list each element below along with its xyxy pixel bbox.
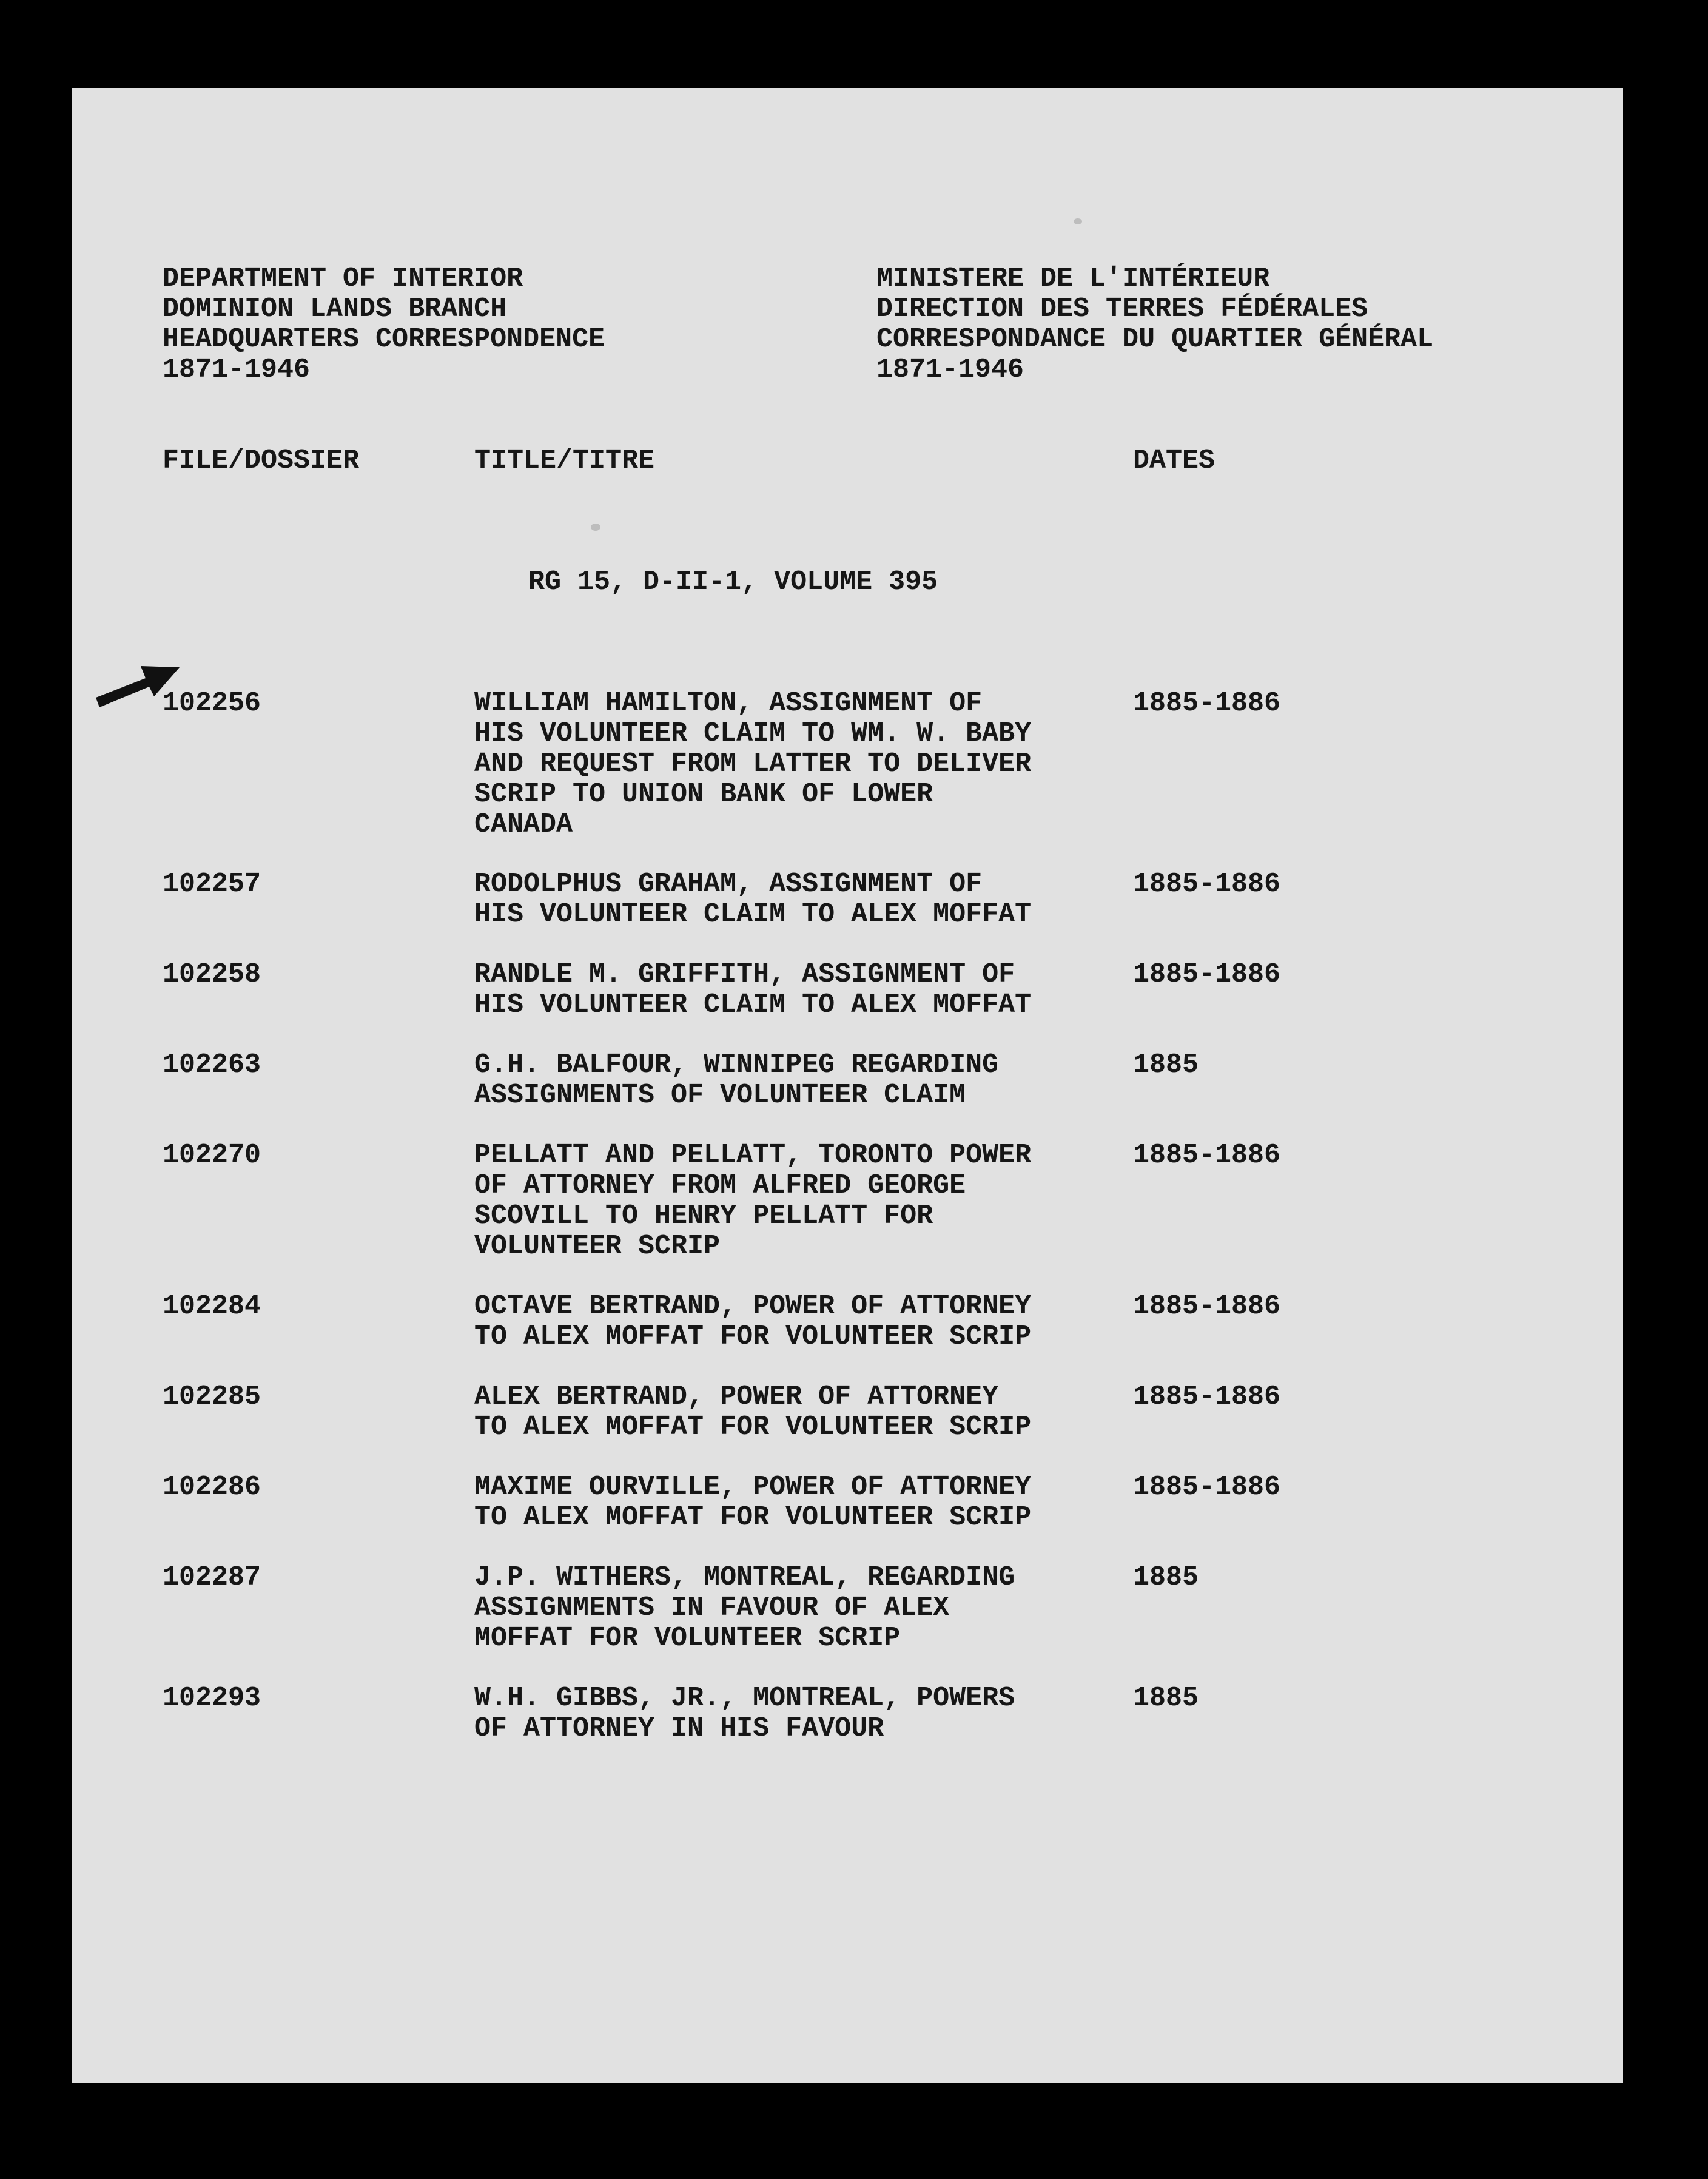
file-dates: 1885-1886 — [1133, 688, 1281, 719]
file-title-line: AND REQUEST FROM LATTER TO DELIVER — [474, 749, 1032, 780]
header-english — [163, 264, 605, 385]
file-title-line: TO ALEX MOFFAT FOR VOLUNTEER SCRIP — [474, 1321, 1032, 1352]
file-title — [474, 960, 1031, 1020]
file-title-line: MAXIME OURVILLE, POWER OF ATTORNEY — [474, 1472, 1032, 1503]
header-english-line: DEPARTMENT OF INTERIOR — [163, 263, 523, 294]
file-title-line: ASSIGNMENTS IN FAVOUR OF ALEX — [474, 1592, 950, 1623]
file-number: 102285 — [163, 1381, 261, 1412]
header-french-line: MINISTERE DE L'INTÉRIEUR — [876, 263, 1270, 294]
file-title — [474, 1563, 1015, 1654]
file-title-line: TO ALEX MOFFAT FOR VOLUNTEER SCRIP — [474, 1502, 1032, 1533]
column-header-title: TITLE/TITRE — [474, 445, 655, 476]
file-dates: 1885 — [1133, 1683, 1199, 1714]
file-title-line: OF ATTORNEY IN HIS FAVOUR — [474, 1713, 884, 1744]
file-title — [474, 1050, 998, 1111]
file-title-line: HIS VOLUNTEER CLAIM TO WM. W. BABY — [474, 718, 1032, 749]
file-title-line: W.H. GIBBS, JR., MONTREAL, POWERS — [474, 1683, 1015, 1714]
file-dates: 1885 — [1133, 1049, 1199, 1080]
file-title-line: ASSIGNMENTS OF VOLUNTEER CLAIM — [474, 1080, 966, 1111]
paper-speck — [1074, 218, 1082, 224]
file-dates: 1885-1886 — [1133, 1472, 1281, 1503]
document-page — [72, 88, 1623, 2083]
file-title-line: HIS VOLUNTEER CLAIM TO ALEX MOFFAT — [474, 989, 1032, 1020]
file-number: 102258 — [163, 959, 261, 990]
column-header-dates: DATES — [1133, 445, 1215, 476]
paper-speck — [591, 524, 600, 531]
file-title-line: TO ALEX MOFFAT FOR VOLUNTEER SCRIP — [474, 1412, 1032, 1443]
header-french-line: 1871-1946 — [876, 354, 1024, 385]
file-dates: 1885-1886 — [1133, 1381, 1281, 1412]
file-title-line: HIS VOLUNTEER CLAIM TO ALEX MOFFAT — [474, 899, 1032, 930]
file-title — [474, 1683, 1015, 1744]
file-title — [474, 689, 1031, 840]
file-title-line: MOFFAT FOR VOLUNTEER SCRIP — [474, 1623, 901, 1654]
file-title-line: VOLUNTEER SCRIP — [474, 1231, 721, 1262]
file-dates: 1885-1886 — [1133, 869, 1281, 900]
header-english-line: HEADQUARTERS CORRESPONDENCE — [163, 324, 605, 355]
file-number: 102287 — [163, 1562, 261, 1593]
file-title — [474, 869, 1031, 930]
file-dates: 1885-1886 — [1133, 1291, 1281, 1322]
file-title-line: ALEX BERTRAND, POWER OF ATTORNEY — [474, 1381, 999, 1412]
header-french — [876, 264, 1433, 385]
file-title-line: J.P. WITHERS, MONTREAL, REGARDING — [474, 1562, 1015, 1593]
file-dates: 1885 — [1133, 1562, 1199, 1593]
file-title-line: SCOVILL TO HENRY PELLATT FOR — [474, 1201, 933, 1231]
file-number: 102263 — [163, 1049, 261, 1080]
file-title-line: RANDLE M. GRIFFITH, ASSIGNMENT OF — [474, 959, 1015, 990]
file-title-line: G.H. BALFOUR, WINNIPEG REGARDING — [474, 1049, 999, 1080]
header-english-line: 1871-1946 — [163, 354, 311, 385]
file-number: 102286 — [163, 1472, 261, 1503]
file-title — [474, 1140, 1031, 1262]
file-title — [474, 1292, 1031, 1352]
file-number: 102257 — [163, 869, 261, 900]
file-title-line: WILLIAM HAMILTON, ASSIGNMENT OF — [474, 688, 983, 719]
volume-reference: RG 15, D-II-1, VOLUME 395 — [528, 567, 938, 598]
file-title-line: PELLATT AND PELLATT, TORONTO POWER — [474, 1140, 1032, 1171]
file-title-line: OCTAVE BERTRAND, POWER OF ATTORNEY — [474, 1291, 1032, 1322]
file-number: 102284 — [163, 1291, 261, 1322]
file-dates: 1885-1886 — [1133, 959, 1281, 990]
file-title-line: SCRIP TO UNION BANK OF LOWER — [474, 779, 933, 810]
header-french-line: CORRESPONDANCE DU QUARTIER GÉNÉRAL — [876, 324, 1434, 355]
file-title — [474, 1472, 1031, 1533]
header-french-line: DIRECTION DES TERRES FÉDÉRALES — [876, 294, 1368, 325]
file-title — [474, 1382, 1031, 1443]
file-number: 102270 — [163, 1140, 261, 1171]
file-number: 102256 — [163, 688, 261, 719]
header-english-line: DOMINION LANDS BRANCH — [163, 294, 507, 325]
file-title-line: RODOLPHUS GRAHAM, ASSIGNMENT OF — [474, 869, 983, 900]
file-title-line: CANADA — [474, 809, 573, 840]
file-number: 102293 — [163, 1683, 261, 1714]
file-title-line: OF ATTORNEY FROM ALFRED GEORGE — [474, 1170, 966, 1201]
file-dates: 1885-1886 — [1133, 1140, 1281, 1171]
column-header-file: FILE/DOSSIER — [163, 445, 360, 476]
